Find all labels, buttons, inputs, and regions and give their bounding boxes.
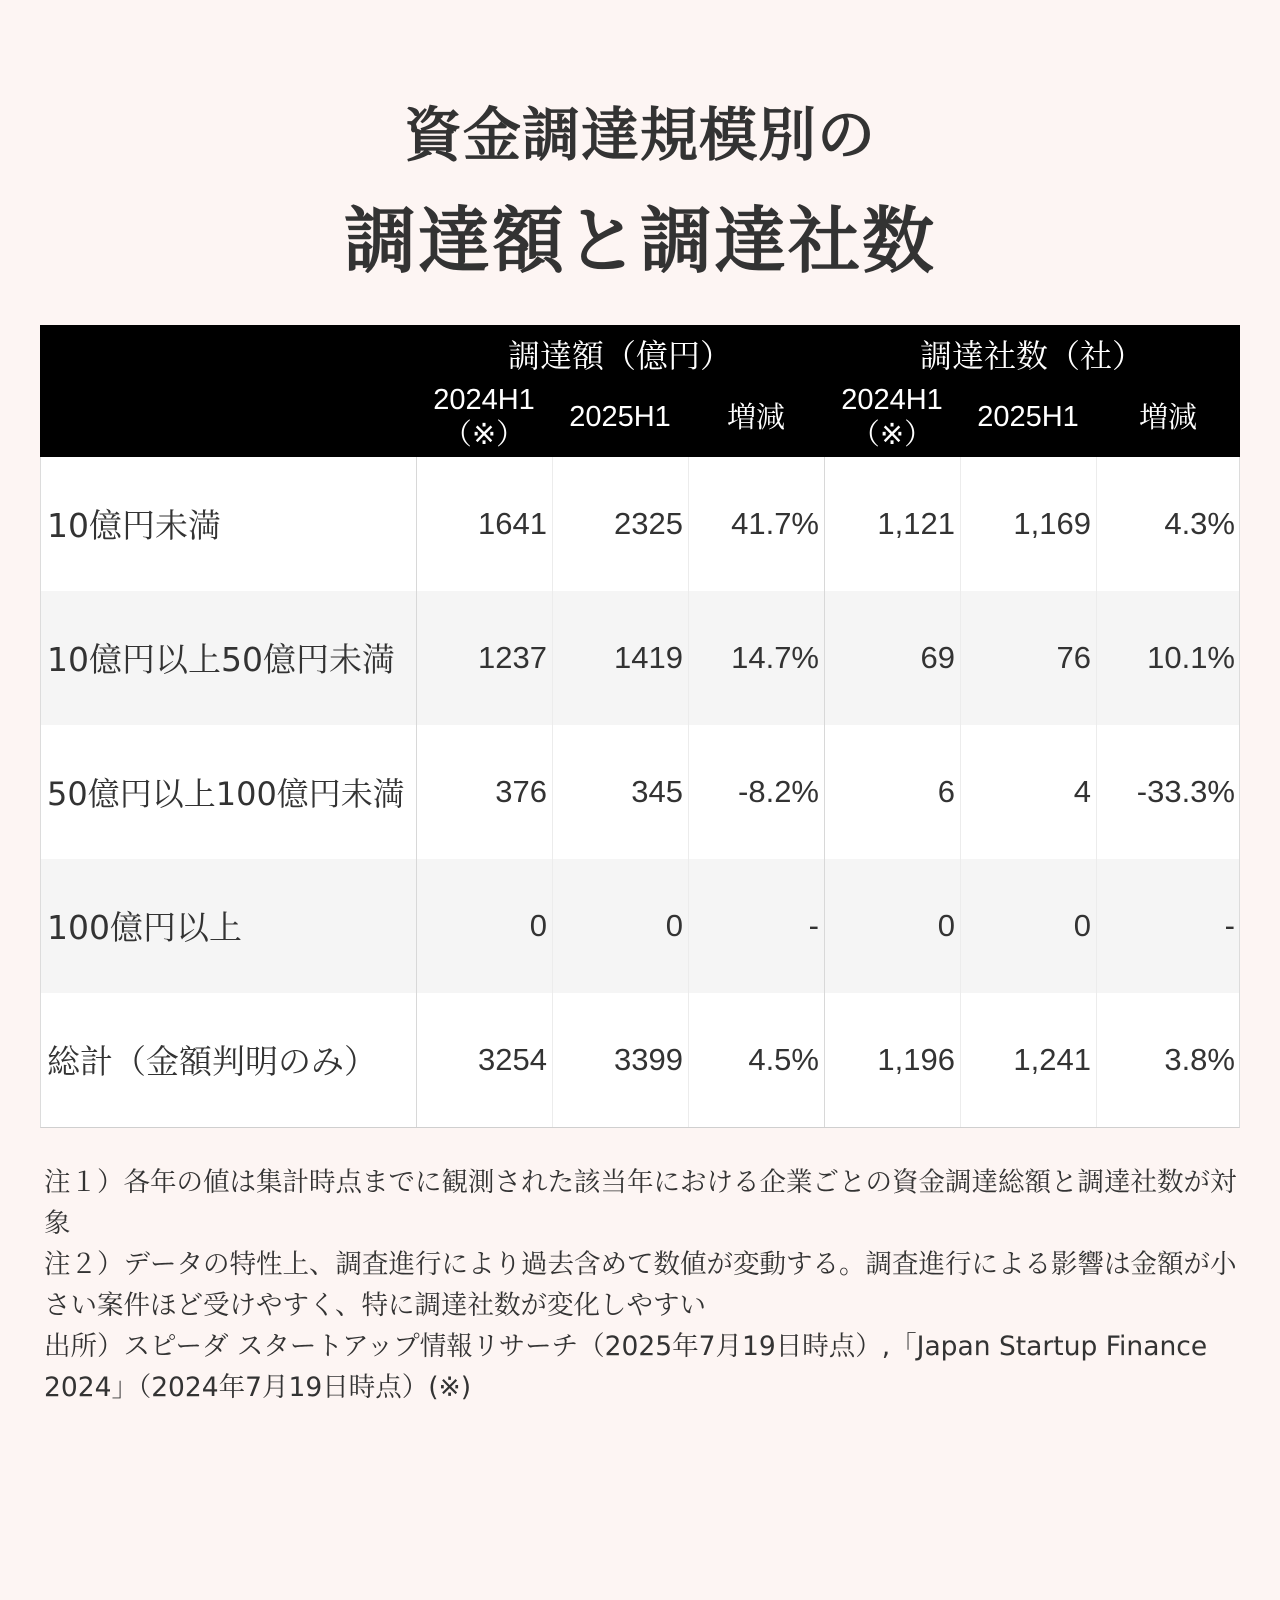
cell-count-2024: 6 bbox=[937, 774, 955, 809]
table-row bbox=[40, 591, 1240, 725]
header-count-change bbox=[1096, 379, 1240, 455]
cell-amount-change: -8.2% bbox=[738, 774, 819, 809]
row-label: 10億円以上50億円未満 bbox=[47, 640, 395, 679]
header-count-2024-label: 2024H1 bbox=[841, 384, 943, 416]
row-label: 100億円以上 bbox=[47, 908, 242, 947]
cell-amount-change: 4.5% bbox=[748, 1042, 819, 1077]
cell-amount-2025: 3399 bbox=[614, 1042, 683, 1077]
data-table bbox=[40, 325, 1240, 1128]
header-amount-change-label: 増減 bbox=[726, 400, 785, 434]
cell-amount-change: 41.7% bbox=[731, 506, 819, 541]
header-amount-2024-note: （※） bbox=[442, 417, 526, 451]
header-group-amount: 調達額（億円） bbox=[507, 337, 732, 375]
header-group-count: 調達社数（社） bbox=[919, 337, 1144, 375]
table-header bbox=[40, 325, 1240, 457]
cell-amount-2024: 1641 bbox=[478, 506, 547, 541]
cell-amount-2024: 0 bbox=[529, 908, 547, 943]
cell-count-change: 4.3% bbox=[1164, 506, 1235, 541]
cell-amount-2025: 2325 bbox=[614, 506, 683, 541]
table-row-total bbox=[40, 993, 1240, 1128]
cell-amount-2025: 345 bbox=[631, 774, 683, 809]
table-row bbox=[40, 725, 1240, 859]
cell-count-2025: 1,169 bbox=[1013, 506, 1091, 541]
cell-count-2025: 0 bbox=[1073, 908, 1091, 943]
header-amount-2024-label: 2024H1 bbox=[433, 384, 535, 416]
header-count-2025 bbox=[960, 379, 1096, 455]
header-amount-change bbox=[688, 379, 824, 455]
cell-count-2024: 1,196 bbox=[877, 1042, 955, 1077]
header-count-2024 bbox=[824, 379, 960, 455]
header-amount-2025-label: 2025H1 bbox=[569, 401, 671, 433]
table-row bbox=[40, 859, 1240, 993]
note-1: 注１）各年の値は集計時点までに観測された該当年における企業ごとの資金調達総額と調達社数が対象 bbox=[44, 1167, 1237, 1239]
cell-amount-2024: 1237 bbox=[478, 640, 547, 675]
cell-count-2025: 4 bbox=[1073, 774, 1091, 809]
cell-amount-2025: 0 bbox=[665, 908, 683, 943]
row-label: 10億円未満 bbox=[47, 506, 221, 545]
cell-count-2024: 1,121 bbox=[877, 506, 955, 541]
footnotes bbox=[44, 1162, 1240, 1408]
cell-amount-change: - bbox=[808, 908, 819, 943]
note-2: 注２）データの特性上、調査進行により過去含めて数値が変動する。調査進行による影響は金額が小さい案件ほど受けやすく、特に調達社数が変化しやすい bbox=[44, 1249, 1237, 1321]
cell-count-change: - bbox=[1224, 908, 1235, 943]
row-label: 50億円以上100億円未満 bbox=[47, 775, 405, 813]
cell-amount-2024: 376 bbox=[495, 774, 547, 809]
header-amount-2025 bbox=[552, 379, 688, 455]
page-title-line1: 資金調達規模別の bbox=[403, 101, 876, 169]
header-count-2025-label: 2025H1 bbox=[977, 401, 1079, 433]
header-count-2024-note: （※） bbox=[850, 417, 934, 451]
header-count-change-label: 増減 bbox=[1138, 400, 1197, 434]
source-note: 出所）スピーダ スタートアップ情報リサーチ（2025年7月19日時点）,「Japan Startup Finance 2024」（2024年7月19日時点）(※) bbox=[44, 1331, 1208, 1403]
cell-count-change: -33.3% bbox=[1136, 774, 1235, 809]
cell-count-change: 3.8% bbox=[1164, 1042, 1235, 1077]
cell-count-2024: 0 bbox=[937, 908, 955, 943]
cell-amount-2025: 1419 bbox=[614, 640, 683, 675]
cell-count-2024: 69 bbox=[920, 640, 955, 675]
cell-amount-change: 14.7% bbox=[731, 640, 819, 675]
cell-count-2025: 1,241 bbox=[1013, 1042, 1091, 1077]
cell-amount-2024: 3254 bbox=[478, 1042, 547, 1077]
header-amount-2024 bbox=[416, 379, 552, 455]
page-title-line2: 調達額と調達社数 bbox=[343, 199, 936, 283]
table-row bbox=[40, 457, 1240, 591]
cell-count-change: 10.1% bbox=[1147, 640, 1235, 675]
cell-count-2025: 76 bbox=[1056, 640, 1091, 675]
row-label: 総計（金額判明のみ） bbox=[47, 1042, 377, 1081]
